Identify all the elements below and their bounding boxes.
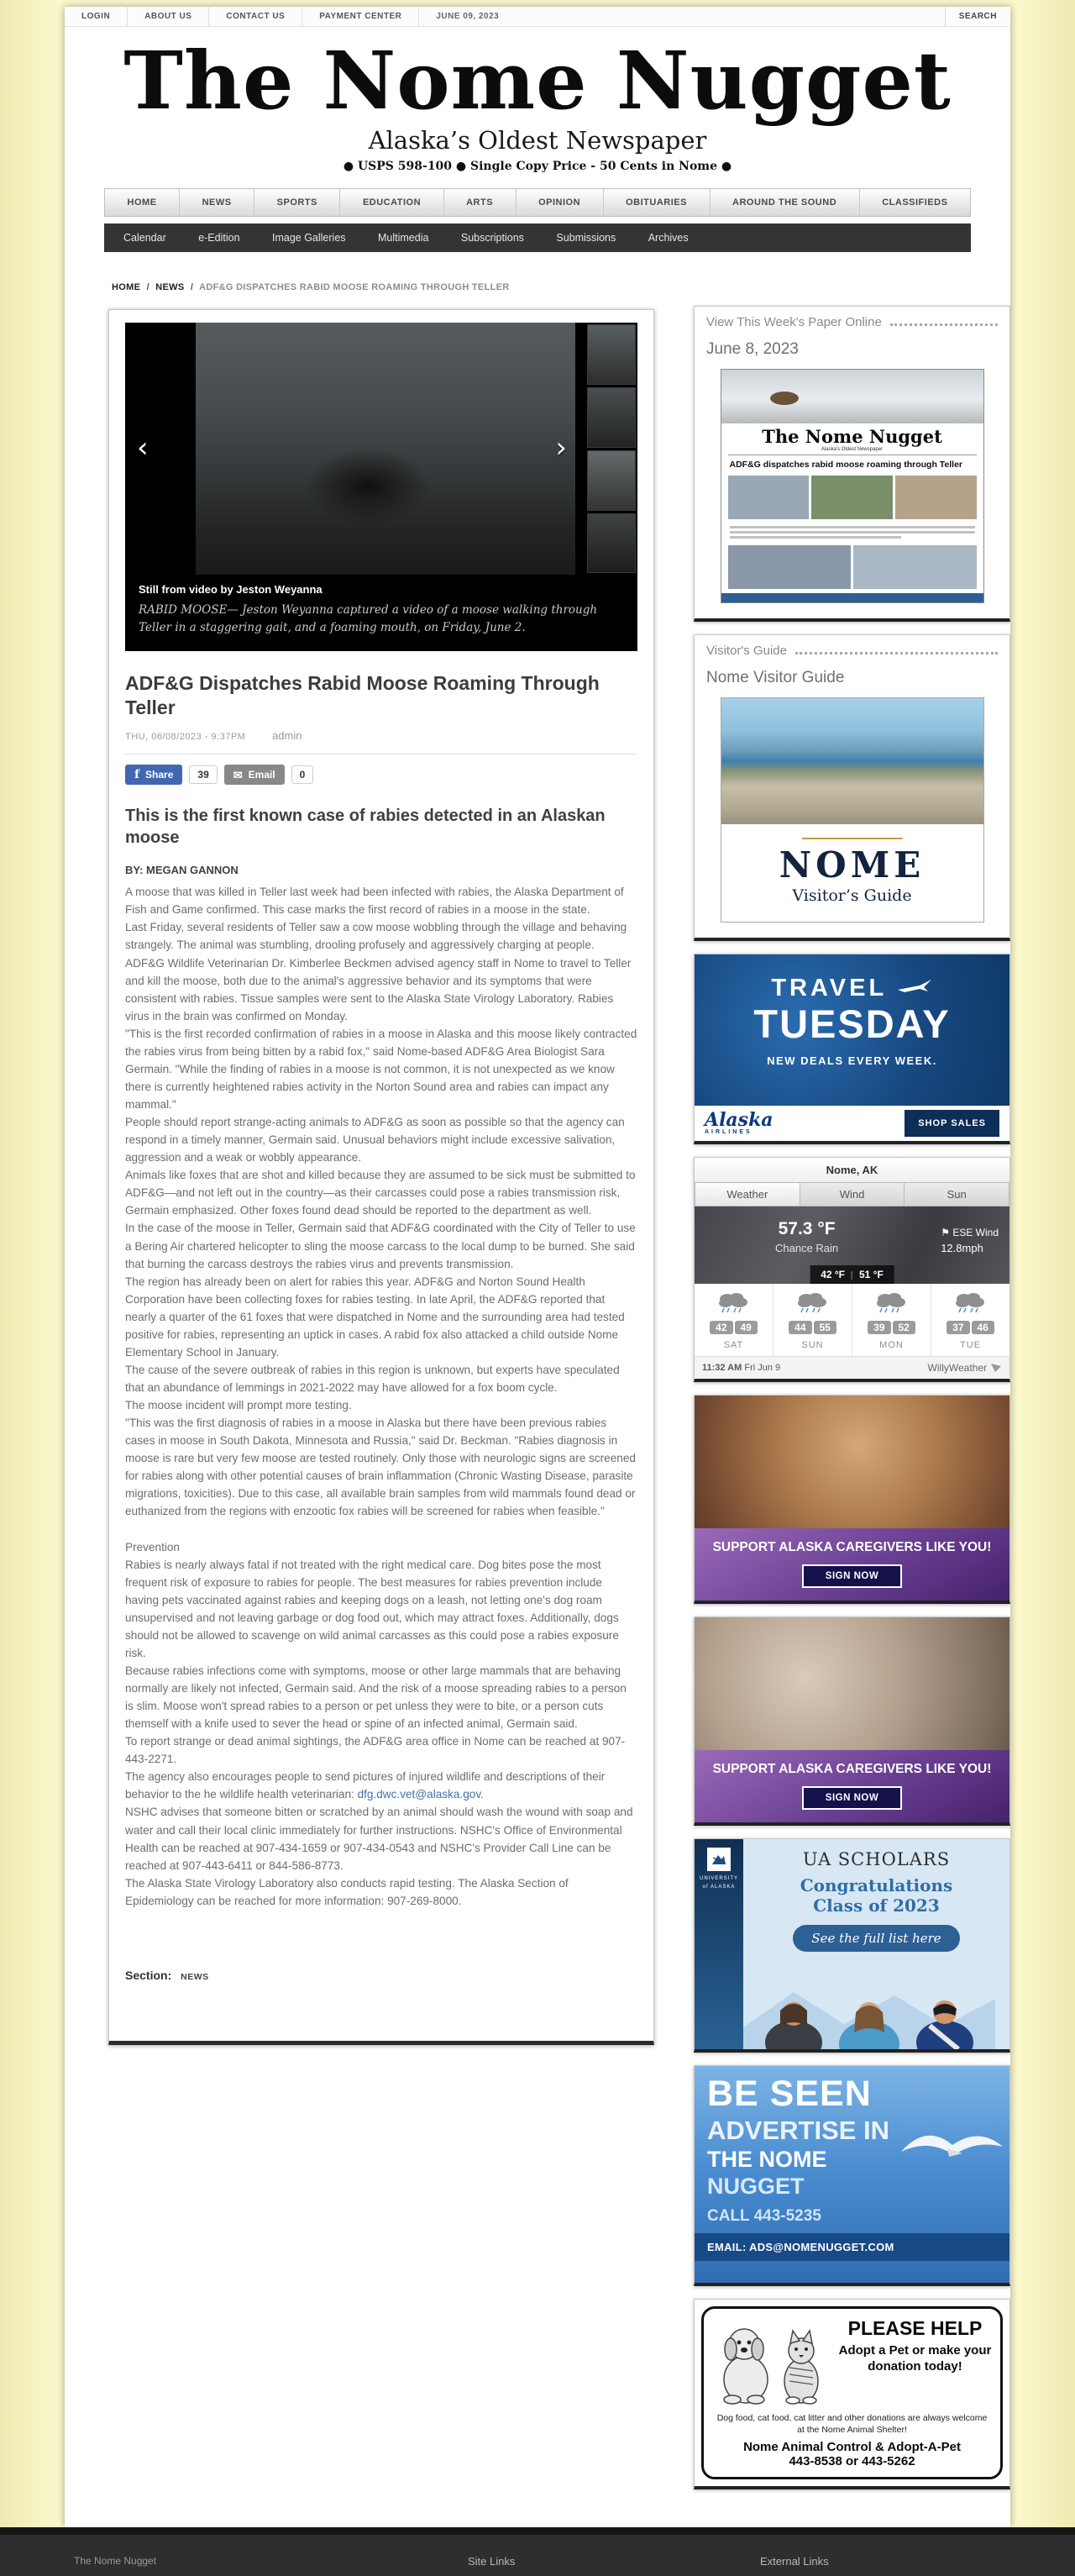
nav-subscriptions[interactable]: Subscriptions — [460, 232, 524, 244]
email-share-button[interactable] — [224, 765, 285, 785]
article-date: THU, 06/08/2023 - 9:37PM — [125, 732, 246, 743]
photo-caption: RABID MOOSE— Jeston Weyanna captured a video of a moose walking through Teller in a staggering gait, and a foaming mouth, on Friday, June 2. — [139, 603, 598, 634]
class-of-line: Class of 2023 — [813, 1895, 940, 1916]
nav-opinion[interactable]: OPINION — [516, 189, 603, 216]
ua-scholars-body — [743, 1839, 1009, 2049]
paragraph: Animals like foxes that are shot and killed because they are assumed to be sick must be submitted to ADF&G—and not left out in the country—as their carcasses could pose a rabies transmission risk, Germain emphasized. Other foxes found dead should be reported to the department as well. — [125, 1169, 636, 1217]
tab-wind[interactable]: Wind — [800, 1182, 905, 1207]
visitor-guide-heading — [706, 644, 998, 658]
article-body — [125, 883, 637, 1910]
article-meta — [125, 729, 637, 742]
donation-note: Dog food, cat food, cat litter and other donations are always welcome at the Nome Animal Shelter! — [716, 2413, 988, 2436]
nav-home[interactable]: HOME — [127, 197, 157, 208]
alaska-airlines-script: Alaska — [705, 1109, 773, 1132]
shop-sales-button[interactable]: SHOP SALES — [905, 1110, 999, 1137]
shelter-phones: 443-8538 or 443-5262 — [789, 2454, 915, 2469]
nav-news[interactable]: NEWS — [179, 189, 254, 216]
day-name: TUE — [960, 1339, 981, 1350]
caregiver-photo-two-women — [695, 1617, 1009, 1750]
site-container — [65, 7, 1010, 2527]
day-name: SUN — [801, 1339, 824, 1350]
alaska-airlines-logo — [705, 1111, 773, 1135]
text-bar — [730, 526, 975, 528]
secondary-nav — [104, 223, 971, 252]
caregiver-photo-woman-hat — [695, 1396, 1009, 1528]
temperature-range — [810, 1265, 894, 1284]
front-page-photo-block — [895, 476, 977, 519]
see-full-list-button[interactable]: See the full list here — [793, 1925, 959, 1952]
email-line: EMAIL: ADS@NOMENUGGET.COM — [695, 2233, 1009, 2261]
graduates-illustration — [743, 1977, 995, 2049]
university-line2: of ALASKA — [702, 1884, 736, 1890]
breadcrumb-current: ADF&G DISPATCHES RABID MOOSE ROAMING THROUGH TELLER — [199, 282, 510, 293]
text-bar — [730, 531, 975, 534]
carousel-caption-area — [125, 575, 637, 648]
nav-sports[interactable]: SPORTS — [254, 189, 339, 216]
carousel-thumbnail[interactable] — [587, 387, 636, 448]
nav-education[interactable]: EDUCATION — [339, 189, 443, 216]
front-page-headline: ADF&G dispatches rabid moose roaming through Teller — [729, 460, 963, 471]
please-help-title: PLEASE HELP — [847, 2317, 983, 2340]
airplane-icon — [896, 978, 933, 999]
photo-credit: Still from video by Jeston Weyanna — [139, 583, 322, 597]
paragraph: The moose incident will prompt more testing. — [125, 1399, 352, 1412]
footer-external-links-heading: External Links — [760, 2555, 829, 2568]
wind-direction: ESE Wind — [952, 1226, 999, 1238]
paper-date-link[interactable]: June 8, 2023 — [706, 340, 799, 359]
article-byline: BY: MEGAN GANNON — [125, 864, 239, 877]
wind-info — [941, 1225, 999, 1257]
day-low: 37 — [947, 1321, 969, 1334]
nome-aerial-photo — [721, 698, 983, 824]
call-line: CALL 443-5235 — [707, 2206, 821, 2225]
login-link[interactable]: LOGIN — [65, 7, 128, 26]
caregiver-ad-band — [695, 1750, 1009, 1822]
dotted-leader — [795, 652, 998, 655]
facebook-icon: f — [134, 768, 140, 782]
section-news-link[interactable]: NEWS — [181, 1971, 209, 1982]
breadcrumb — [112, 282, 1010, 292]
video-still-image — [196, 323, 575, 575]
nav-arts[interactable]: ARTS — [443, 189, 516, 216]
paragraph: Rabies is nearly always fatal if not treated with the right medical care. Dog bites pose the most frequent risk of exposure to rabies for people. The best measures for rabies prevention include having pets vaccinated against rabies and keeping dogs on a leash, not letting one's dog roam unsupervised and not leaving garbage or dog food out, which may attract foxes. Additionally, dogs should not be allowed to scavenge on wild animal carcasses as this could pose a rabies exposure risk. — [125, 1558, 619, 1659]
visitor-guide-cover-text — [721, 824, 983, 922]
university-of-alaska-logo-icon — [707, 1848, 731, 1871]
paragraph: NSHC advises that someone bitten or scratched by an animal should wash the wound with soap and water and call their local clinic immediately for further instructions. NSHC's Office of Environmental Health can be reached at 907-434-1659 or 907-434-0543 and NSHC's Provider Call Line can be reached at 907-443-6411 or 844-586-8773. — [125, 1806, 633, 1872]
nav-calendar[interactable]: Calendar — [123, 232, 166, 244]
adopt-a-pet-ad[interactable] — [694, 2299, 1010, 2489]
section-label: Section: — [125, 1968, 172, 1982]
prevention-heading: Prevention — [125, 1540, 180, 1553]
weather-forecast — [695, 1284, 1009, 1356]
paper-online-box — [694, 306, 1010, 622]
primary-nav — [104, 188, 971, 217]
university-of-alaska-strip — [695, 1839, 743, 2049]
sign-now-button[interactable]: SIGN NOW — [802, 1564, 902, 1588]
day-high: 46 — [972, 1321, 994, 1334]
high-temperature: 51 °F — [859, 1268, 884, 1280]
visitor-guide-subtitle: Visitor’s Guide — [792, 886, 912, 905]
willyweather-icon — [990, 1363, 1002, 1373]
travel-tuesday-ad-body — [695, 954, 1009, 1141]
paragraph: "This is the first recorded confirmation of rabies in a moose in Alaska and this moose likely contracted the rabies virus from being bitten by a rabid fox," said Nome-based ADF&G Area Biologist Sara Germain. "While the finding of rabies in a moose is not common, it is not unexpected as we know there is currently heightened rabies activity in the Norton Sound area and rabies can impact any mammal." — [125, 1027, 637, 1111]
nav-classifieds[interactable]: CLASSIFIEDS — [859, 189, 970, 216]
top-utility-bar — [65, 7, 1010, 27]
caregiver-ad-text: SUPPORT ALASKA CAREGIVERS LIKE YOU! — [712, 1539, 992, 1554]
carousel-next-icon[interactable]: › — [555, 431, 567, 465]
site-title[interactable]: The Nome Nugget — [123, 34, 952, 128]
front-page-photo-block — [728, 545, 852, 589]
ua-scholars-title: UA SCHOLARS — [802, 1849, 951, 1870]
front-page-footer-bar — [721, 593, 983, 602]
dotted-leader — [890, 323, 998, 326]
weather-widget — [694, 1157, 1010, 1382]
be-seen-line: BE SEEN — [707, 2074, 872, 2115]
ua-scholars-ad[interactable] — [694, 1838, 1010, 2053]
breadcrumb-home[interactable]: HOME — [112, 282, 141, 293]
footer-site-links-heading: Site Links — [468, 2555, 516, 2568]
paper-online-heading-text: View This Week's Paper Online — [706, 315, 882, 330]
paragraph: The region has already been on alert for rabies this year. ADF&G and Norton Sound Health Corporation have been collecting foxes for rabies testing. In late April, the ADF&G reported that nearly a quarter of the 61 foxes that were dispatched in Nome and the surrounding area had tested positive for rabies, representing an uptick in cases. A rabid fox also attacked a child outside Nome Elementary School in January. — [125, 1275, 625, 1359]
front-page-photo — [721, 370, 983, 423]
current-temperature: 57.3 °F — [778, 1218, 836, 1238]
nav-image-galleries[interactable]: Image Galleries — [271, 232, 346, 244]
section-row — [125, 1969, 637, 1982]
visitor-guide-box — [694, 634, 1010, 941]
breadcrumb-news[interactable]: NEWS — [155, 282, 185, 293]
nugget-line: NUGGET — [707, 2174, 805, 2200]
day-name: MON — [879, 1339, 904, 1350]
usps-line: ● USPS 598-100 ● Single Copy Price - 50 Cents in Nome ● — [343, 160, 732, 174]
facebook-share-label: Share — [145, 769, 174, 781]
travel-ad-footer — [695, 1106, 1009, 1141]
front-page-photo-block — [728, 476, 810, 519]
carousel-thumbnails — [587, 324, 636, 573]
nav-around-the-sound[interactable]: AROUND THE SOUND — [710, 189, 859, 216]
tab-weather[interactable]: Weather — [695, 1182, 800, 1207]
weather-current-panel — [695, 1207, 1009, 1284]
paragraph: People should report strange-acting animals to ADF&G as soon as possible so that the agency can respond in a timely manner, Germain said. Unusual behaviors might include excessive salivation, aggression and a weak or wobbly appearance. — [125, 1116, 625, 1164]
facebook-share-button[interactable] — [125, 765, 182, 785]
email-share-count: 0 — [291, 765, 314, 784]
paragraph: The cause of the severe outbreak of rabies in this region is unknown, but experts have speculated that an abundance of lemmings in 2021-2022 may have allowed for a fox boom cycle. — [125, 1363, 620, 1394]
travel-tuesday-ad[interactable] — [694, 954, 1010, 1144]
advertise-line: ADVERTISE IN — [707, 2116, 890, 2146]
front-page-tagline: Alaska's Oldest Newspaper — [728, 447, 977, 455]
site-footer — [0, 2527, 1075, 2576]
sign-now-button[interactable]: SIGN NOW — [802, 1786, 902, 1810]
contact-us-link[interactable]: CONTACT US — [209, 7, 302, 26]
paragraph: To report strange or dead animal sightings, the ADF&G area office in Nome can be reached at 907-443-2271. — [125, 1735, 626, 1766]
visitor-guide-heading-text: Visitor's Guide — [706, 643, 787, 658]
paragraph: Last Friday, several residents of Teller saw a cow moose wobbling through the village and behaving strangely. The animal was stumbling, drooling profusely and aggressively charging at people. — [125, 921, 627, 952]
footer-brand: The Nome Nugget — [74, 2555, 157, 2567]
visitor-guide-cover[interactable] — [721, 697, 984, 923]
paragraph: "This was the first diagnosis of rabies in a moose in Alaska but there have been previous rabies cases in moose in South Dakota, Minnesota and Russia," said Dr. Beckman. "Rabies diagnosis in moose is rare but very few moose are tested routinely. Only those with neurologic signs are screened for rabies along with other potential causes of brain inflammation (Chronic Wasting Disease, parasite migrations, toxicities). Due to this case, all available brain samples from wild mammals found dead or euthanized from the regions with enzootic fox rabies will be screened for rabies when feasible." — [125, 1417, 636, 1518]
travel-line: TRAVEL — [771, 974, 888, 1001]
seagull-icon — [897, 2120, 1006, 2172]
main-column — [108, 306, 654, 2045]
shelter-org-name: Nome Animal Control & Adopt-A-Pet — [743, 2440, 961, 2455]
content-area — [65, 292, 1010, 2502]
forecast-day[interactable] — [931, 1284, 1009, 1356]
weather-tabs — [695, 1182, 1009, 1207]
adopt-a-pet-box — [701, 2306, 1003, 2479]
facebook-share-count: 39 — [189, 765, 217, 784]
carousel-thumbnail[interactable] — [587, 324, 636, 385]
paragraph: A moose that was killed in Teller last week had been infected with rabies, the Alaska Department of Fish and Game confirmed. This case marks the first record of rabies in a moose in the state. — [125, 886, 624, 917]
article-subhead: This is the first known case of rabies detected in an Alaskan moose — [125, 807, 606, 848]
day-low: 39 — [868, 1321, 890, 1334]
breadcrumb-separator: / — [190, 282, 194, 293]
front-page-photo-row — [721, 473, 983, 519]
caregiver-ad-2[interactable] — [694, 1617, 1010, 1826]
rain-cloud-icon — [952, 1291, 989, 1314]
nav-e-edition[interactable]: e-Edition — [198, 232, 240, 244]
tab-sun[interactable]: Sun — [905, 1182, 1009, 1207]
the-nome-line: THE NOME — [707, 2146, 827, 2172]
weather-location: Nome, AK — [695, 1158, 1009, 1182]
day-high: 52 — [893, 1321, 915, 1334]
front-page-photo-block — [853, 545, 977, 589]
carousel-stage — [125, 323, 637, 575]
forecast-day[interactable] — [695, 1284, 773, 1356]
university-line1: UNIVERSITY — [699, 1876, 738, 1882]
willyweather-link[interactable] — [928, 1362, 1002, 1374]
puppy-and-kitten-illustration — [712, 2316, 838, 2406]
willyweather-label: WillyWeather — [927, 1361, 987, 1374]
gold-flourish — [802, 838, 903, 839]
paragraph: Because rabies infections come with symptoms, moose or other large mammals that are behaving normally are likely not infected, Germain said. And the risk of a moose spreading rabies to a person is slim. Moose won't spread rabies to a person or pet unless they were to bite, or a person cuts themself with a knife used to sever the head or spine of an infected animal, Germain said. — [125, 1664, 627, 1731]
front-page-thumbnail[interactable] — [721, 369, 984, 603]
paragraph: In the case of the moose in Teller, Germain said that ADF&G coordinated with the City of Teller to use a Bering Air chartered helicopter to sling the moose carcass to the local dump to be burned. She said that burning the carcass destroys the rabies virus and prevents transmission. — [125, 1222, 636, 1270]
article-card — [108, 309, 654, 2045]
day-low: 42 — [710, 1321, 732, 1334]
carousel-thumbnail[interactable] — [587, 513, 636, 574]
article-title: ADF&G Dispatches Rabid Moose Roaming Through Teller — [125, 671, 600, 718]
share-row — [125, 765, 637, 785]
paper-online-heading — [706, 315, 998, 329]
breadcrumb-separator: / — [146, 282, 149, 293]
nav-submissions[interactable]: Submissions — [556, 232, 616, 244]
paragraph: The Alaska State Virology Laboratory also conducts rapid testing. The Alaska Section of Epidemiology can be reached for more information: 907-269-8000. — [125, 1876, 569, 1907]
search-button[interactable]: SEARCH — [945, 7, 1010, 26]
vet-email-link[interactable]: dfg.dwc.vet@alaska.gov — [357, 1788, 481, 1801]
media-carousel — [125, 323, 637, 651]
carousel-thumbnail[interactable] — [587, 450, 636, 511]
weather-current — [775, 1219, 838, 1254]
paragraph-text: The agency also encourages people to send pictures of injured wildlife and descriptions of their behavior to the he wildlife health veterinarian: — [125, 1770, 606, 1801]
wind-flag-icon: ⚑ — [941, 1226, 950, 1238]
envelope-icon: ✉ — [233, 768, 243, 781]
visitor-guide-title: NOME — [779, 844, 926, 886]
about-us-link[interactable]: ABOUT US — [128, 7, 209, 26]
caregiver-ad-band — [695, 1528, 1009, 1601]
current-condition: Chance Rain — [775, 1241, 839, 1254]
nav-obituaries[interactable]: OBITUARIES — [603, 189, 710, 216]
caregiver-ad-1[interactable] — [694, 1395, 1010, 1604]
visitor-guide-link[interactable]: Nome Visitor Guide — [706, 668, 845, 686]
sidebar — [694, 306, 1010, 2502]
nav-archives[interactable]: Archives — [648, 232, 689, 244]
deals-line: NEW DEALS EVERY WEEK. — [767, 1054, 937, 1067]
weather-date: Fri Jun 9 — [744, 1362, 781, 1373]
email-share-label: Email — [248, 769, 275, 781]
rain-cloud-icon — [716, 1291, 752, 1314]
nav-multimedia[interactable]: Multimedia — [377, 232, 429, 244]
front-page-masthead: The Nome Nugget — [762, 426, 942, 448]
front-page-text-bars — [721, 519, 983, 543]
low-temperature: 42 °F — [821, 1268, 845, 1280]
topbar-spacer — [516, 7, 945, 26]
be-seen-ad[interactable] — [694, 2065, 1010, 2286]
current-date: JUNE 09, 2023 — [436, 12, 500, 21]
rain-cloud-icon — [873, 1291, 910, 1314]
be-seen-ad-body — [695, 2066, 1009, 2283]
front-page-photo-row — [721, 543, 983, 589]
tuesday-line: TUESDAY — [753, 1001, 951, 1046]
site-tagline: Alaska’s Oldest Newspaper — [368, 126, 707, 155]
alaska-airlines-word: AIRLINES — [705, 1129, 752, 1136]
caregiver-ad-text: SUPPORT ALASKA CAREGIVERS LIKE YOU! — [712, 1761, 992, 1776]
rain-cloud-icon — [794, 1291, 831, 1314]
adopt-subtitle: Adopt a Pet or make your donation today! — [838, 2343, 992, 2374]
day-low: 44 — [789, 1321, 811, 1334]
weather-footer — [695, 1356, 1009, 1379]
wind-speed: 12.8mph — [941, 1241, 983, 1254]
congratulations-line: Congratulations — [800, 1875, 953, 1896]
day-name: SAT — [723, 1339, 744, 1350]
weather-time: 11:32 AM — [702, 1362, 742, 1373]
paragraph: ADF&G Wildlife Veterinarian Dr. Kimberlee Beckmen advised agency staff in Nome to travel to Teller and kill the moose, both due to the animal's aggressive behavior and its symptoms that were consistent with rabies. Tissue samples were sent to the Alaska State Virology Laboratory. Rabies virus in the brain was confirmed on Monday. — [125, 956, 632, 1023]
paragraph-text: . — [480, 1788, 484, 1801]
masthead — [65, 27, 1010, 180]
payment-center-link[interactable]: PAYMENT CENTER — [302, 7, 419, 26]
paragraph-with-email-link — [125, 1768, 637, 1803]
text-bar — [730, 536, 901, 539]
article-author: admin — [272, 729, 302, 743]
front-page-photo-block — [811, 476, 893, 519]
carousel-prev-icon[interactable]: ‹ — [137, 431, 149, 465]
forecast-day[interactable] — [852, 1284, 931, 1356]
forecast-day[interactable] — [773, 1284, 852, 1356]
day-high: 55 — [814, 1321, 836, 1334]
day-high: 49 — [735, 1321, 758, 1334]
